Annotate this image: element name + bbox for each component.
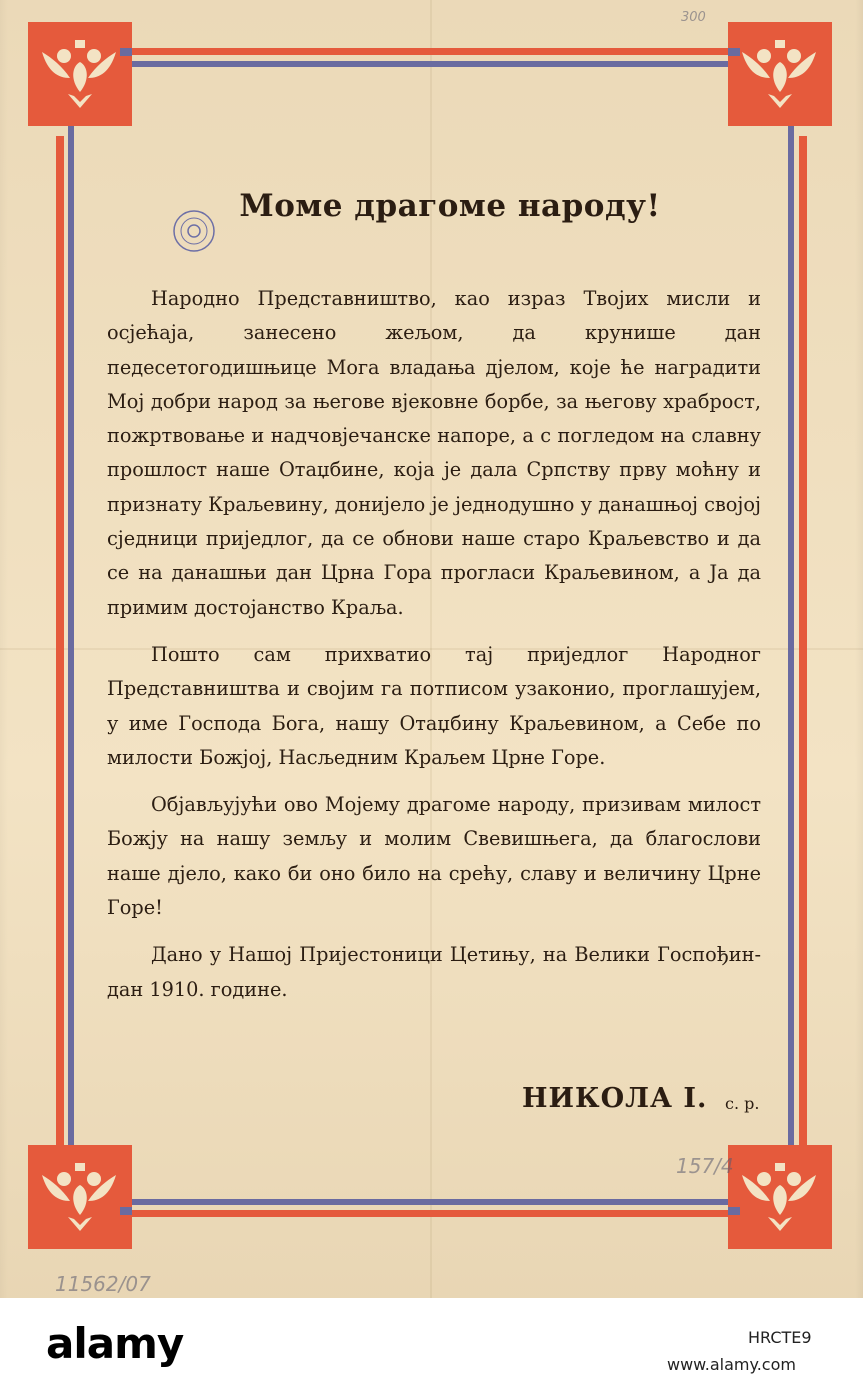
frame-bottom-blue [120,1199,746,1205]
paragraph: Пошто сам прихватио тај приједлог Народног Представништва и својим га потписом узаконио, проглашујем, у име Господа Бога, нашу Отаџбину Краљевином, а Себе по милости Божјој, Насљедним Краљем Црне Горе. [107,642,761,769]
paragraph: Дано у Нашој Пријестоници Цетињу, на Велики Госпођин-дан 1910. године. [107,943,761,1001]
double-headed-eagle-icon [28,1145,132,1249]
signature-suffix: с. р. [725,1094,760,1113]
proclamation-title: Моме драгоме народу! [239,188,661,224]
alamy-logo: alamy [46,1319,184,1368]
source-url[interactable]: www.alamy.com [667,1355,796,1374]
stock-footer [0,1298,863,1390]
frame-left-blue [68,126,74,1156]
frame-top-blue [120,61,746,67]
double-headed-eagle-icon [728,1145,832,1249]
frame-left-red [56,136,64,1148]
paragraph: Објављујући ово Мојему драгоме народу, призивам милост Божју на нашу земљу и молим Свевишњега, да благослови наше дјело, како би оно било на срећу, славу и величину Црне Горе! [107,793,761,920]
image-id: HRCTE9 [748,1328,812,1347]
proclamation-body [107,282,761,1020]
frame-bottom-red [130,1210,736,1217]
frame-top-red [130,48,736,55]
signature: НИКОЛА I. [522,1083,708,1114]
frame-right-red [799,136,807,1148]
pencil-note-bottom: 11562/07 [55,1272,151,1296]
double-headed-eagle-icon [28,22,132,126]
double-headed-eagle-icon [728,22,832,126]
pencil-note-middle: 157/4 [676,1154,734,1178]
frame-right-blue [788,126,794,1156]
pencil-note-top: 300 [681,10,706,25]
paragraph: Народно Представништво, као израз Твојих мисли и осјећаја, занесено жељом, да крунише дан педесетогодишњице Мога владања дјелом, које ће наградити Мој добри народ за његове вјековне борбе, за његову храброст, пожртвовање и надчовјечанске напоре, а с погледом на славну прошлост наше Отаџбине, која је дала Српству прву моћну и признату Краљевину, донијело је једнодушно у данашњој својој сједници приједлог, да се обнови наше старо Краљевство и да се на данашњи дан Црна Гора прогласи Краљевином, а Ја да примим достојанство Краља. [107,287,761,619]
